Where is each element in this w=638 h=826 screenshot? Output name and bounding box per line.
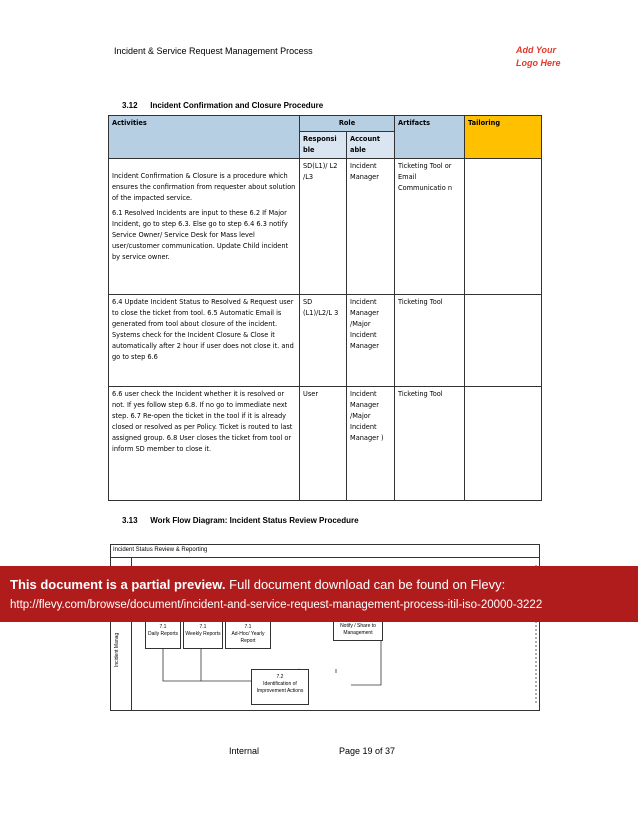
section-number: 3.13	[122, 516, 138, 525]
banner-text: Full document download can be found on Flevy:	[229, 577, 506, 592]
responsible-cell: SD (L1)/L2/L 3	[300, 295, 347, 387]
responsible-cell: User	[300, 387, 347, 501]
node-step: 7.1	[159, 624, 167, 630]
node-label: Weekly Reports	[185, 631, 221, 637]
accountable-cell: Incident Manager /Major Incident Manager	[347, 295, 395, 387]
banner-message	[10, 577, 505, 592]
artifacts-cell: Ticketing Tool	[395, 295, 465, 387]
activity-text: Incident Confirmation & Closure is a procedure which ensures the confirmation from requester about solution of the impacted service.	[112, 172, 296, 202]
activity-text: 6.6 user check the Incident whether it is resolved or not. If yes follow step 6.8. If no go to immediate next step. 6.7 Re-open the ticket in the tool if it is already closed or resolved as per Policy. Ticket is routed to last assigned group. 6.8 User closes the ticket from tool or inform SD member to close it.	[112, 390, 293, 453]
responsible-cell: SD(L1)/ L2 /L3	[300, 159, 347, 295]
node-daily-reports	[145, 619, 181, 649]
document-header-title: Incident & Service Request Management Process	[114, 46, 313, 56]
section-title: Incident Confirmation and Closure Procedure	[150, 101, 324, 110]
header-tailoring: Tailoring	[465, 116, 542, 159]
footer-classification: Internal	[229, 746, 260, 756]
artifacts-cell: Ticketing Tool	[395, 387, 465, 501]
procedure-table	[108, 115, 542, 501]
artifacts-cell: Ticketing Tool or Email Communicatio n	[395, 159, 465, 295]
node-label: Report	[240, 638, 256, 644]
activity-cell	[109, 295, 300, 387]
node-step: 7.1	[244, 624, 252, 630]
logo-placeholder: Add Your Logo Here	[516, 45, 561, 68]
header-role: Role	[300, 116, 395, 132]
banner-lead: This document is a partial preview.	[10, 577, 226, 592]
banner-link[interactable]: http://flevy.com/browse/document/incident-and-service-request-management-process-itil-iso-20000-3222	[10, 599, 543, 611]
node-weekly-reports	[183, 619, 223, 649]
table-row	[109, 159, 542, 295]
swimlane-label: Incident Manag	[114, 632, 120, 667]
header-accountable: Account able	[347, 132, 395, 159]
node-label: Identification of	[263, 681, 297, 687]
accountable-cell: Incident Manager	[347, 159, 395, 295]
node-identify-improvements	[251, 669, 309, 705]
header-responsible: Responsi ble	[300, 132, 347, 159]
section-number: 3.12	[122, 101, 138, 110]
section-title: Work Flow Diagram: Incident Status Review Procedure	[150, 516, 359, 525]
diagram-title: Incident Status Review & Reporting	[113, 547, 208, 553]
activity-cell	[109, 159, 300, 295]
table-row	[109, 387, 542, 501]
node-step: 7.2	[276, 674, 284, 680]
section-heading-3-12	[122, 101, 323, 110]
node-step: 7.1	[199, 624, 207, 630]
section-heading-3-13	[122, 516, 359, 525]
activity-cell	[109, 387, 300, 501]
node-adhoc-report	[225, 619, 271, 649]
node-label: Notify / Share to	[340, 623, 376, 629]
header-activities: Activities	[109, 116, 300, 159]
footer-page-number: Page 19 of 37	[339, 746, 396, 756]
activity-text: 6.4 Update Incident Status to Resolved & Request user to close the ticket from tool. 6.5 Automatic Email is generated from tool about closure of the incident. Systems check for the Incident Closure & Close it automatically after 2 hour if user does not close it. and go to step 6.6	[112, 298, 294, 361]
activity-text: 6.1 Resolved Incidents are input to these 6.2 If Major Incident, go to step 6.3. Else go to step 6.4 6.3 notify Service Owner/ Service Desk for Mass level user/customer communication. Update Child incident by service owner.	[112, 209, 289, 261]
header-artifacts: Artifacts	[395, 116, 465, 159]
tailoring-cell	[465, 387, 542, 501]
node-label: Management	[343, 630, 373, 636]
table-row	[109, 295, 542, 387]
accountable-cell: Incident Manager /Major Incident Manager )	[347, 387, 395, 501]
node-label: Ad-Hoc/ Yearly	[231, 631, 265, 637]
tailoring-cell	[465, 295, 542, 387]
preview-banner	[0, 566, 638, 622]
node-label: Daily Reports	[147, 631, 178, 637]
node-label: Improvement Actions	[256, 688, 304, 694]
tailoring-cell	[465, 159, 542, 295]
